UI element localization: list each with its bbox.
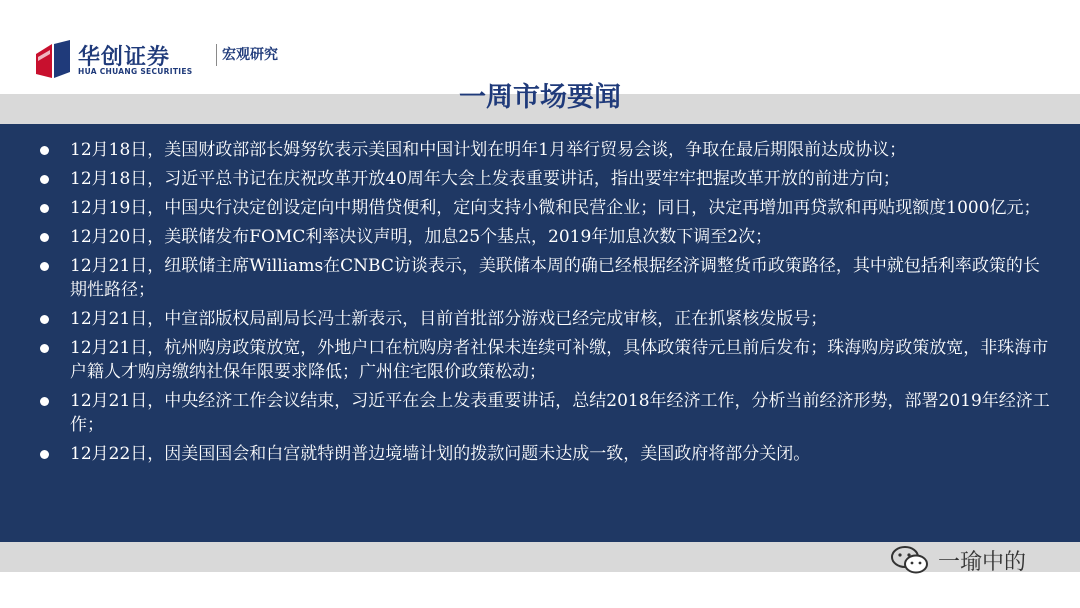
bullet-icon — [40, 315, 49, 324]
brand-name-cn: 华创证券 — [78, 45, 171, 70]
bullet-icon — [40, 204, 49, 213]
news-text: 12月18日，美国财政部部长姆努钦表示美国和中国计划在明年1月举行贸易会谈，争取在最后期限前达成协议； — [70, 140, 907, 160]
bullet-icon — [40, 344, 49, 353]
bullet-icon — [40, 233, 49, 242]
news-text: 12月21日，中央经济工作会议结束，习近平在会上发表重要讲话，总结2018年经济工作，分析当前经济形势，部署2019年经济工作； — [70, 391, 1050, 435]
news-text: 12月21日，杭州购房政策放宽，外地户口在杭购房者社保未连续可补缴，具体政策待元旦前后发布；珠海购房政策放宽，非珠海市户籍人才购房缴纳社保年限要求降低；广州住宅限价政策松动； — [70, 338, 1049, 382]
bullet-icon — [40, 450, 49, 459]
wechat-watermark — [890, 544, 1026, 576]
news-text: 12月18日，习近平总书记在庆祝改革开放40周年大会上发表重要讲话，指出要牢牢把握改革开放的前进方向； — [70, 169, 900, 189]
brand-name-en: HUA CHUANG SECURITIES — [78, 67, 193, 76]
list-item — [40, 336, 1050, 384]
list-item — [40, 167, 1050, 191]
brand-section-label: 宏观研究 — [222, 47, 278, 63]
watermark-text: 一瑜中的 — [938, 549, 1027, 575]
bullet-icon — [40, 397, 49, 406]
list-item — [40, 196, 1050, 220]
list-item — [40, 225, 1050, 249]
news-text: 12月21日，中宣部版权局副局长冯士新表示，目前首批部分游戏已经完成审核，正在抓紧核发版号； — [70, 309, 828, 329]
wechat-icon — [890, 545, 930, 575]
brand-divider — [216, 44, 217, 66]
bullet-icon — [40, 146, 49, 155]
page-title: 一周市场要闻 — [459, 82, 621, 113]
list-item — [40, 442, 1050, 466]
news-text: 12月20日，美联储发布FOMC利率决议声明，加息25个基点，2019年加息次数下调至2次； — [70, 227, 773, 247]
bullet-icon — [40, 175, 49, 184]
news-text: 12月19日，中国央行决定创设定向中期借贷便利，定向支持小微和民营企业；同日，决定再增加再贷款和再贴现额度1000亿元； — [70, 198, 1041, 218]
list-item — [40, 254, 1050, 302]
list-item — [40, 138, 1050, 162]
news-panel — [0, 124, 1080, 542]
news-text: 12月22日，因美国国会和白宫就特朗普边境墙计划的拨款问题未达成一致，美国政府将部分关闭。 — [70, 444, 811, 464]
news-text: 12月21日，纽联储主席Williams在CNBC访谈表示，美联储本周的确已经根据经济调整货币政策路径，其中就包括利率政策的长期性路径； — [70, 256, 1040, 300]
list-item — [40, 389, 1050, 437]
news-list — [0, 124, 1080, 466]
bullet-icon — [40, 262, 49, 271]
huachuang-logo-icon — [36, 40, 70, 78]
list-item — [40, 307, 1050, 331]
